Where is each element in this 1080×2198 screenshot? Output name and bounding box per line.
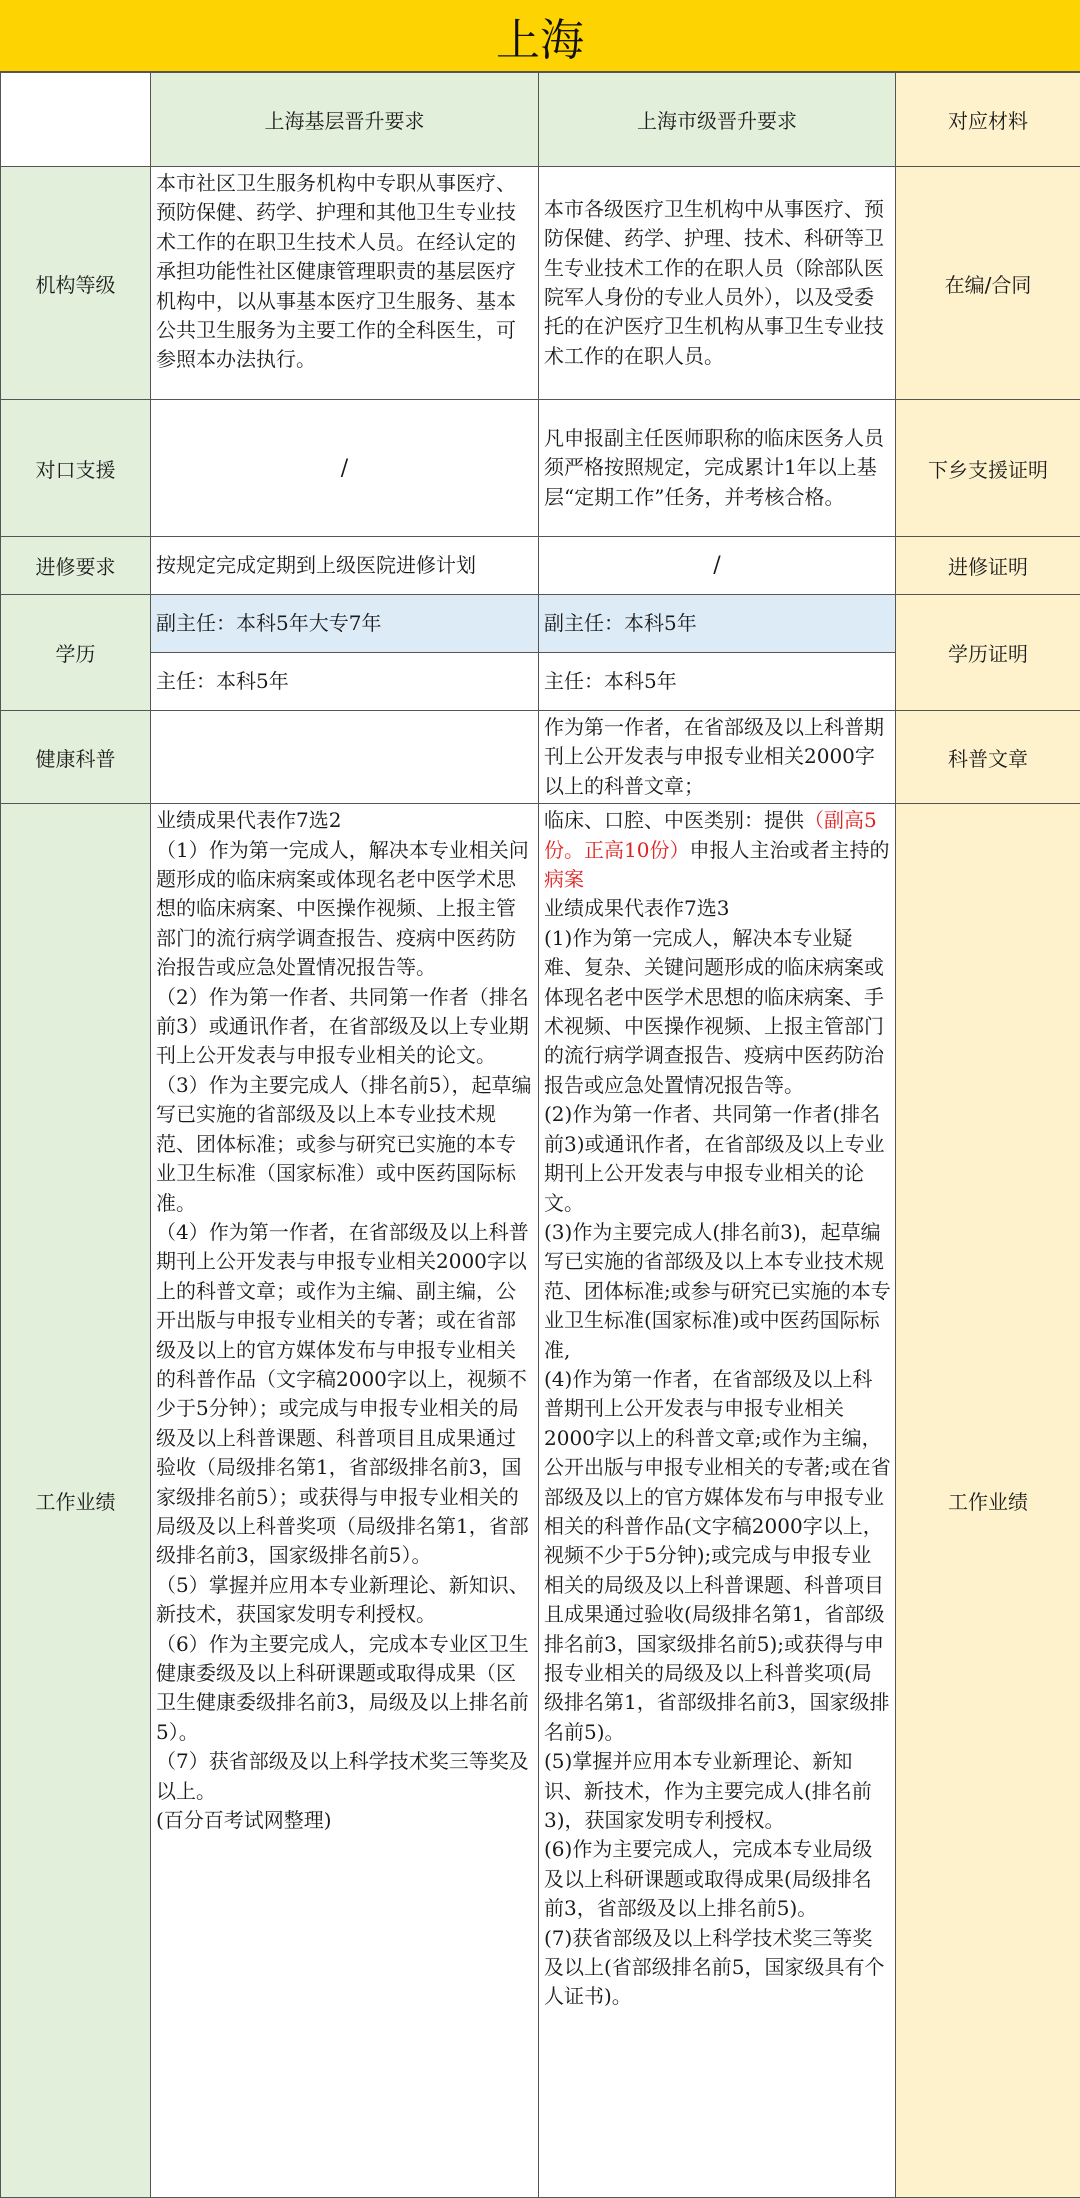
row-label-performance: 工作业绩 <box>1 804 151 2198</box>
science-city: 作为第一作者，在省部级及以上科普期刊上公开发表与申报专业相关2000字以上的科普文章； <box>539 711 896 804</box>
study-city: / <box>539 537 896 595</box>
basic-item: （7）获省部级及以上科学技术奖三等奖及以上。 <box>156 1747 534 1806</box>
basic-item: （6）作为主要完成人，完成本专业区卫生健康委级及以上科研课题或取得成果（区卫生健康委级排名前3，局级及以上排名前5）。 <box>156 1630 534 1748</box>
education-city-deputy: 副主任：本科5年 <box>539 595 896 653</box>
city-item: (7)获省部级及以上科学技术奖三等奖及以上(省部级排名前5，国家级具有个人证书)。 <box>544 1924 891 2012</box>
city-intro-text: 申报人主治或者主持的 <box>689 838 889 862</box>
level-material: 在编/合同 <box>896 167 1080 400</box>
row-performance <box>1 804 1080 2198</box>
row-label-education: 学历 <box>1 595 151 711</box>
study-basic: 按规定完成定期到上级医院进修计划 <box>151 537 539 595</box>
requirements-table <box>0 72 1080 2198</box>
study-material: 进修证明 <box>896 537 1080 595</box>
education-city-chief: 主任：本科5年 <box>539 653 896 711</box>
header-row <box>1 73 1080 167</box>
education-basic-chief: 主任：本科5年 <box>151 653 539 711</box>
basic-item: （5）掌握并应用本专业新理论、新知识、新技术，获国家发明专利授权。 <box>156 1571 534 1630</box>
level-city: 本市各级医疗卫生机构中从事医疗、预防保健、药学、护理、技术、科研等卫生专业技术工作的在职人员（除部队医院军人身份的专业人员外），以及受委托的在沪医疗卫生机构从事卫生专业技术工作的在职人员。 <box>539 167 896 400</box>
row-support <box>1 400 1080 537</box>
support-city: 凡申报副主任医师职称的临床医务人员须严格按照规定，完成累计1年以上基层“定期工作”任务，并考核合格。 <box>539 400 896 537</box>
city-item: (4)作为第一作者，在省部级及以上科普期刊上公开发表与申报专业相关2000字以上的科普文章;或作为主编，公开出版与申报专业相关的专著;或在省部级及以上的官方媒体发布与申报专业相关的科普作品(文字稿2000字以上，视频不少于5分钟);或完成与申报专业相关的局级及以上科普课题、科普项目且成果通过验收(局级排名第1，省部级排名前3，国家级排名前5);或获得与申报专业相关的局级及以上科普奖项(局级排名第1，省部级排名前3，国家级排名前5)。 <box>544 1365 891 1747</box>
basic-item: （1）作为第一完成人，解决本专业相关问题形成的临床病案或体现名老中医学术思想的临床病案、中医操作视频、上报主管部门的流行病学调查报告、疫病中医药防治报告或应急处置情况报告等。 <box>156 836 534 983</box>
city-item: 业绩成果代表作7选3 <box>544 894 891 923</box>
page-title: 上海 <box>0 0 1080 72</box>
support-material: 下乡支援证明 <box>896 400 1080 537</box>
basic-item: （3）作为主要完成人（排名前5），起草编写已实施的省部级及以上本专业技术规范、团体标准；或参与研究已实施的本专业卫生标准（国家标准）或中医药国际标准。 <box>156 1071 534 1218</box>
row-label-level: 机构等级 <box>1 167 151 400</box>
science-material: 科普文章 <box>896 711 1080 804</box>
corner-cell <box>1 73 151 167</box>
row-education-deputy <box>1 595 1080 653</box>
performance-material: 工作业绩 <box>896 804 1080 2198</box>
city-item: (3)作为主要完成人(排名前3)，起草编写已实施的省部级及以上本专业技术规范、团体标准;或参与研究已实施的本专业卫生标准(国家标准)或中医药国际标准, <box>544 1218 891 1365</box>
header-basic: 上海基层晋升要求 <box>151 73 539 167</box>
education-material: 学历证明 <box>896 595 1080 711</box>
row-label-science: 健康科普 <box>1 711 151 804</box>
city-item: (6)作为主要完成人，完成本专业局级及以上科研课题或取得成果(局级排名前3，省部级及以上排名前5)。 <box>544 1835 891 1923</box>
level-basic: 本市社区卫生服务机构中专职从事医疗、预防保健、药学、护理和其他卫生专业技术工作的在职卫生技术人员。在经认定的承担功能性社区健康管理职责的基层医疗机构中，以从事基本医疗卫生服务、基本公共卫生服务为主要工作的全科医生，可参照本办法执行。 <box>151 167 539 400</box>
basic-item: (百分百考试网整理) <box>156 1806 534 1835</box>
row-label-study: 进修要求 <box>1 537 151 595</box>
basic-item: （2）作为第一作者、共同第一作者（排名前3）或通讯作者，在省部级及以上专业期刊上公开发表与申报专业相关的论文。 <box>156 983 534 1071</box>
science-basic <box>151 711 539 804</box>
city-intro-highlight: 病案 <box>544 867 584 891</box>
city-item: (1)作为第一完成人，解决本专业疑难、复杂、关键问题形成的临床病案或体现名老中医学术思想的临床病案、手术视频、中医操作视频、上报主管部门的流行病学调查报告、疫病中医药防治报告或应急处置情况报告等。 <box>544 924 891 1100</box>
row-science <box>1 711 1080 804</box>
header-city: 上海市级晋升要求 <box>539 73 896 167</box>
basic-item: （4）作为第一作者，在省部级及以上科普期刊上公开发表与申报专业相关2000字以上的科普文章；或作为主编、副主编，公开出版与申报专业相关的专著；或在省部级及以上的官方媒体发布与申报专业相关的科普作品（文字稿2000字以上，视频不少于5分钟）；或完成与申报专业相关的局级及以上科普课题、科普项目且成果通过验收（局级排名第1，省部级排名前3，国家级排名前5）；或获得与申报专业相关的局级及以上科普奖项（局级排名第1，省部级排名前3，国家级排名前5）。 <box>156 1218 534 1571</box>
support-basic: / <box>151 400 539 537</box>
education-basic-deputy: 副主任：本科5年大专7年 <box>151 595 539 653</box>
performance-city <box>539 804 896 2198</box>
city-item: (5)掌握并应用本专业新理论、新知识、新技术，作为主要完成人(排名前3)，获国家发明专利授权。 <box>544 1747 891 1835</box>
performance-basic <box>151 804 539 2198</box>
row-level <box>1 167 1080 400</box>
city-item: (2)作为第一作者、共同第一作者(排名前3)或通讯作者，在省部级及以上专业期刊上公开发表与申报专业相关的论文。 <box>544 1100 891 1218</box>
city-intro-highlight: （副高5份。正高10份） <box>544 808 877 861</box>
city-intro-text: 临床、口腔、中医类别：提供 <box>544 808 804 832</box>
basic-item: 业绩成果代表作7选2 <box>156 806 534 835</box>
row-study <box>1 537 1080 595</box>
city-intro <box>544 806 891 894</box>
row-label-support: 对口支援 <box>1 400 151 537</box>
header-material: 对应材料 <box>896 73 1080 167</box>
